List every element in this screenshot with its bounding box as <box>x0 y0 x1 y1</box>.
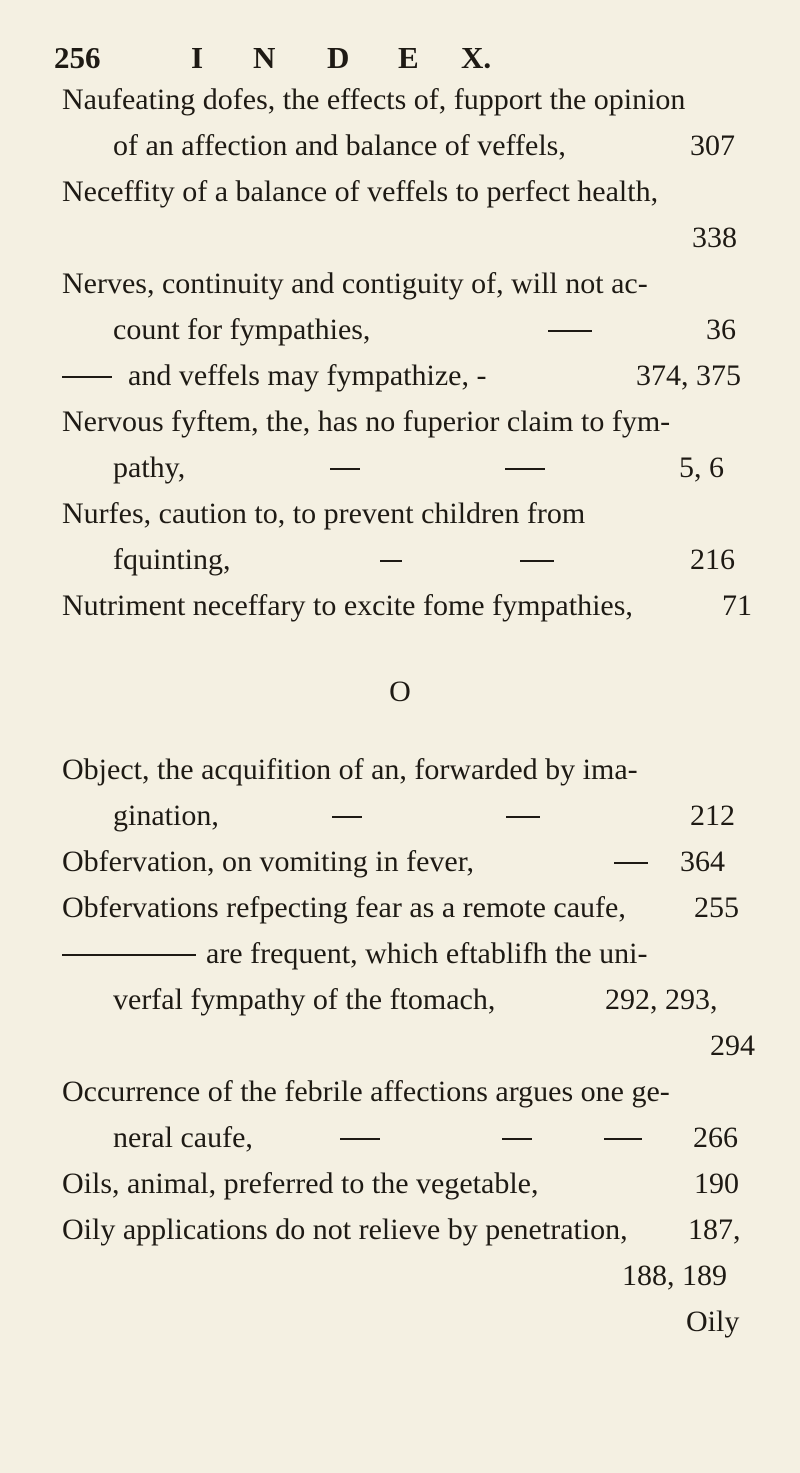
index-entry: pathy, <box>113 451 186 484</box>
page-ref: 190 <box>694 1167 739 1200</box>
index-entry: Nervous fyftem, the, has no fuperior claim to fym- <box>62 405 671 438</box>
page-ref: 36 <box>706 313 736 346</box>
title-letter: E <box>398 40 419 75</box>
index-entry: Naufeating dofes, the effects of, fupport the opinion <box>62 83 686 116</box>
title-letter: D <box>327 40 350 75</box>
ditto-dash <box>62 954 196 956</box>
index-entry: Object, the acquifition of an, forwarded by ima- <box>62 753 638 786</box>
leader-dash <box>380 560 402 562</box>
index-entry: Obfervation, on vomiting in fever, <box>62 845 475 878</box>
index-entry: Oily applications do not relieve by penetration, <box>62 1213 628 1246</box>
leader-dash <box>340 1138 380 1140</box>
page-ref: 292, 293, <box>605 983 718 1016</box>
page-number: 256 <box>54 40 101 75</box>
catchword: Oily <box>686 1305 740 1338</box>
page-ref: 212 <box>690 799 735 832</box>
index-entry: neral caufe, <box>113 1121 253 1154</box>
index-entry: verfal fympathy of the ftomach, <box>113 983 496 1016</box>
page-ref: 338 <box>692 221 737 254</box>
leader-dash <box>502 1138 532 1140</box>
leader-dash <box>604 1138 642 1140</box>
page-ref: 188, 189 <box>622 1259 727 1292</box>
index-entry: are frequent, which eftablifh the uni- <box>206 937 648 970</box>
page-ref: 255 <box>694 891 739 924</box>
title-letter: N <box>253 40 276 75</box>
section-letter: O <box>389 675 411 708</box>
page-ref: 307 <box>690 129 735 162</box>
leader-dash <box>330 468 360 470</box>
page-ref: 294 <box>710 1029 755 1062</box>
leader-dash <box>506 816 540 818</box>
index-entry: fquinting, <box>113 543 231 576</box>
index-entry: Occurrence of the febrile affections argues one ge- <box>62 1075 670 1108</box>
index-entry: Nerves, continuity and contiguity of, will not ac- <box>62 267 648 300</box>
index-entry: Oils, animal, preferred to the vegetable, <box>62 1167 539 1200</box>
index-entry: Nutriment neceffary to excite fome fympathies, <box>62 589 633 622</box>
index-entry: Nurfes, caution to, to prevent children from <box>62 497 586 530</box>
leader-dash <box>332 816 362 818</box>
page-ref: 216 <box>690 543 735 576</box>
page-ref: 5, 6 <box>679 451 724 484</box>
ditto-dash <box>62 376 112 378</box>
index-entry: gination, <box>113 799 219 832</box>
title-letter: X. <box>461 40 492 75</box>
page-ref: 374, 375 <box>636 359 741 392</box>
page-ref: 187, <box>688 1213 741 1246</box>
index-entry: and veffels may fympathize, - <box>128 359 487 392</box>
page-ref: 266 <box>693 1121 738 1154</box>
page-ref: 364 <box>680 845 725 878</box>
index-entry: of an affection and balance of veffels, <box>113 129 566 162</box>
leader-dash <box>614 862 648 864</box>
leader-dash <box>520 560 554 562</box>
index-entry: Neceffity of a balance of veffels to perfect health, <box>62 175 659 208</box>
leader-dash <box>548 330 592 332</box>
page-ref: 71 <box>722 589 752 622</box>
index-entry: Obfervations refpecting fear as a remote caufe, <box>62 891 626 924</box>
title-letter: I <box>191 40 204 75</box>
leader-dash <box>505 468 545 470</box>
index-entry: count for fympathies, <box>113 313 371 346</box>
